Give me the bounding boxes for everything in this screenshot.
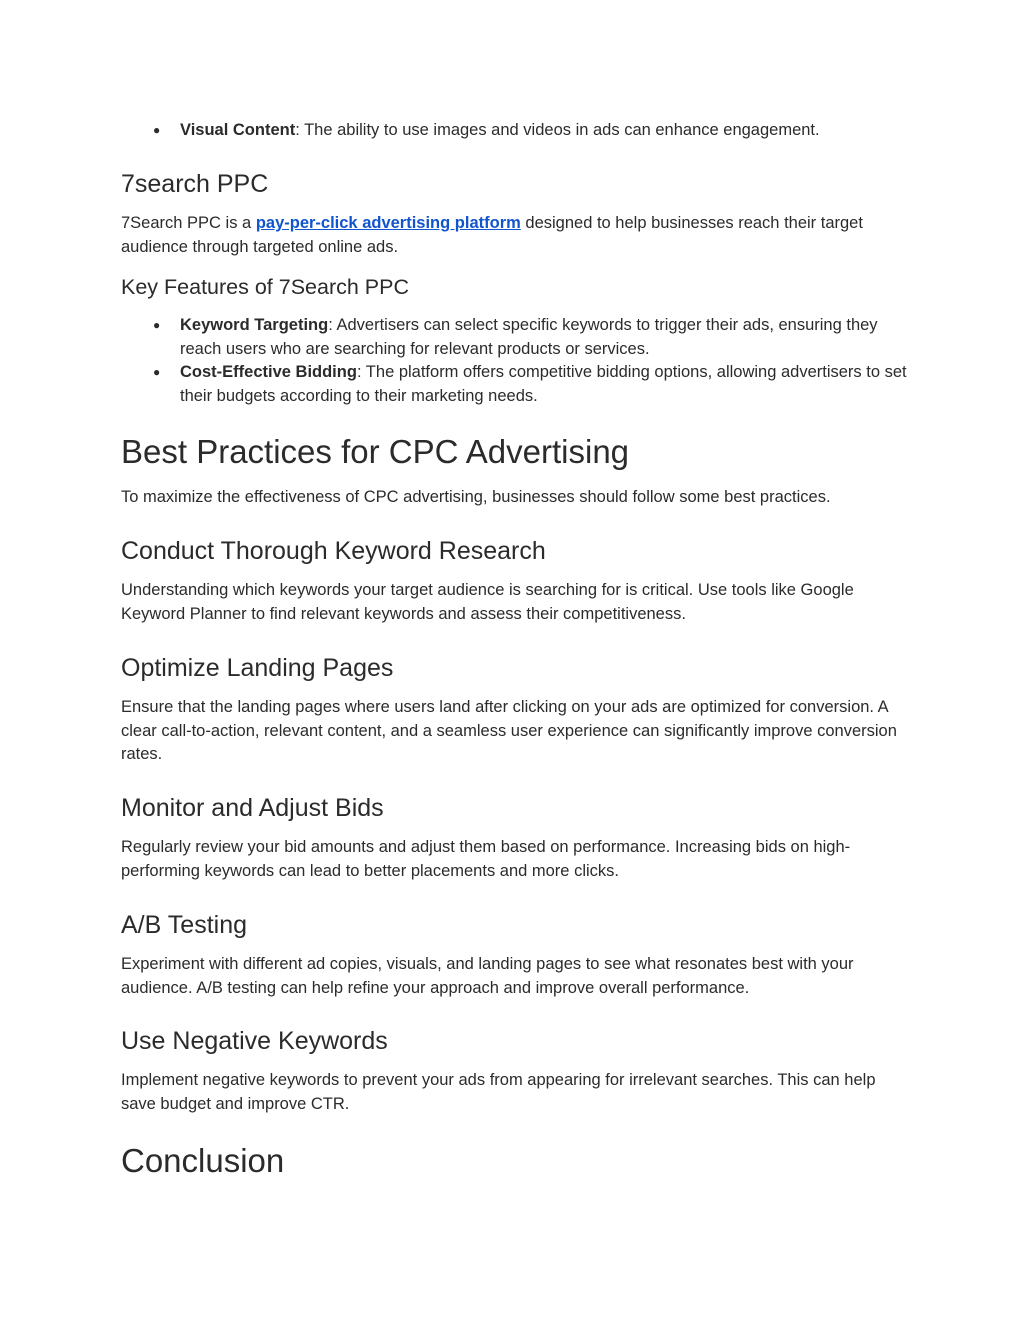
bullet-icon: ● <box>153 123 161 137</box>
seven-search-intro <box>121 212 911 259</box>
list-item-text: : Advertisers can select specific keywords to trigger their ads, ensuring they reach users who are searching for relevant products or services. <box>180 316 878 358</box>
subsection-heading-adjust-bids: Monitor and Adjust Bids <box>121 794 384 822</box>
best-practices-intro: To maximize the effectiveness of CPC advertising, businesses should follow some best practices. <box>121 488 831 506</box>
intro-text-after: designed to help businesses reach their target audience through targeted online ads. <box>121 214 863 256</box>
best-practices-heading: Best Practices for CPC Advertising <box>121 433 630 470</box>
conclusion-heading: Conclusion <box>121 1142 285 1179</box>
subsection-body-ab-testing: Experiment with different ad copies, visuals, and landing pages to see what resonates best with your audience. A/B testing can help refine your approach and improve overall performance. <box>121 955 854 997</box>
key-features-list <box>121 314 911 408</box>
list-item-bold: Visual Content <box>180 121 296 139</box>
subsection-heading-landing-pages: Optimize Landing Pages <box>121 654 394 682</box>
list-item-text: : The ability to use images and videos in ads can enhance engagement. <box>295 121 820 139</box>
subsection-heading-negative-keywords: Use Negative Keywords <box>121 1027 388 1055</box>
list-item <box>121 361 911 408</box>
list-item-text: : The platform offers competitive bidding options, allowing advertisers to set their budgets according to their marketing needs. <box>180 363 907 405</box>
subsection-body-negative-keywords: Implement negative keywords to prevent your ads from appearing for irrelevant searches. This can help save budget and improve CTR. <box>121 1071 876 1113</box>
list-item-bold: Cost-Effective Bidding <box>180 363 357 381</box>
section-heading-7search: 7search PPC <box>121 170 269 198</box>
bullet-icon: ● <box>153 365 161 379</box>
key-features-heading: Key Features of 7Search PPC <box>121 275 410 299</box>
list-item <box>121 314 911 361</box>
subsection-heading-ab-testing: A/B Testing <box>121 911 248 939</box>
bullet-icon: ● <box>153 318 161 332</box>
subsection-body-keyword-research: Understanding which keywords your target audience is searching for is critical. Use tools like Google Keyword Planner to find relevant keywords and assess their competitiveness. <box>121 581 854 623</box>
subsection-heading-keyword-research: Conduct Thorough Keyword Research <box>121 537 546 565</box>
subsection-body-adjust-bids: Regularly review your bid amounts and adjust them based on performance. Increasing bids on high-performing keywords can lead to better placements and more clicks. <box>121 838 851 880</box>
list-item-bold: Keyword Targeting <box>180 316 329 334</box>
subsection-body-landing-pages: Ensure that the landing pages where users land after clicking on your ads are optimized for conversion. A clear call-to-action, relevant content, and a seamless user experience can significantly improve conversion rates. <box>121 698 897 763</box>
pay-per-click-link[interactable]: pay-per-click advertising platform <box>255 214 521 232</box>
visual-content-list <box>121 119 911 143</box>
list-item <box>121 119 911 143</box>
intro-text: 7Search PPC is a <box>121 214 256 232</box>
